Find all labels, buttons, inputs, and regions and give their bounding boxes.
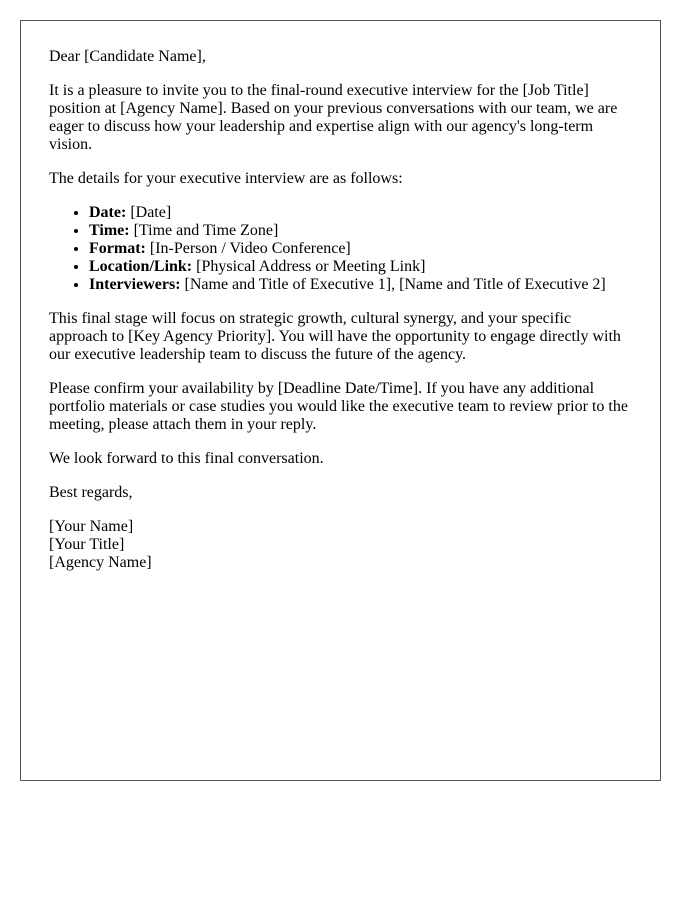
letter-container — [20, 20, 661, 781]
intro-paragraph: It is a pleasure to invite you to the final-round executive interview for the [Job Title] position at [Agency Name]. Based on your previous conversations with our team, we are eager to discuss how your leadership and expertise align with our agency's long-term vision. — [49, 82, 618, 153]
confirm-paragraph: Please confirm your availability by [Deadline Date/Time]. If you have any additional portfolio materials or case studies you would like the executive team to review prior to the meeting, please attach them in your reply. — [49, 380, 628, 433]
signature-title: [Your Title] — [49, 536, 125, 553]
signature-agency: [Agency Name] — [49, 554, 152, 571]
detail-time — [89, 222, 632, 240]
details-intro: The details for your executive interview are as follows: — [49, 170, 403, 187]
detail-label: Format: — [89, 240, 146, 257]
detail-date — [89, 204, 632, 222]
closing-line: We look forward to this final conversation. — [49, 450, 324, 467]
detail-label: Interviewers: — [89, 276, 181, 293]
detail-value: [In-Person / Video Conference] — [149, 240, 351, 257]
detail-value: [Date] — [130, 204, 172, 221]
signature-name: [Your Name] — [49, 518, 134, 535]
signature-block — [49, 518, 632, 572]
detail-value: [Name and Title of Executive 1], [Name and Title of Executive 2] — [184, 276, 606, 293]
greeting: Dear [Candidate Name], — [49, 48, 206, 65]
focus-paragraph: This final stage will focus on strategic growth, cultural synergy, and your specific approach to [Key Agency Priority]. You will have the opportunity to engage directly with our executive leadership team to discuss the future of the agency. — [49, 310, 621, 363]
detail-value: [Time and Time Zone] — [133, 222, 279, 239]
detail-label: Time: — [89, 222, 130, 239]
detail-label: Date: — [89, 204, 127, 221]
interview-details-list — [49, 204, 632, 294]
detail-value: [Physical Address or Meeting Link] — [196, 258, 426, 275]
detail-location — [89, 258, 632, 276]
detail-interviewers — [89, 276, 632, 294]
detail-label: Location/Link: — [89, 258, 193, 275]
detail-format — [89, 240, 632, 258]
sign-off: Best regards, — [49, 484, 133, 501]
